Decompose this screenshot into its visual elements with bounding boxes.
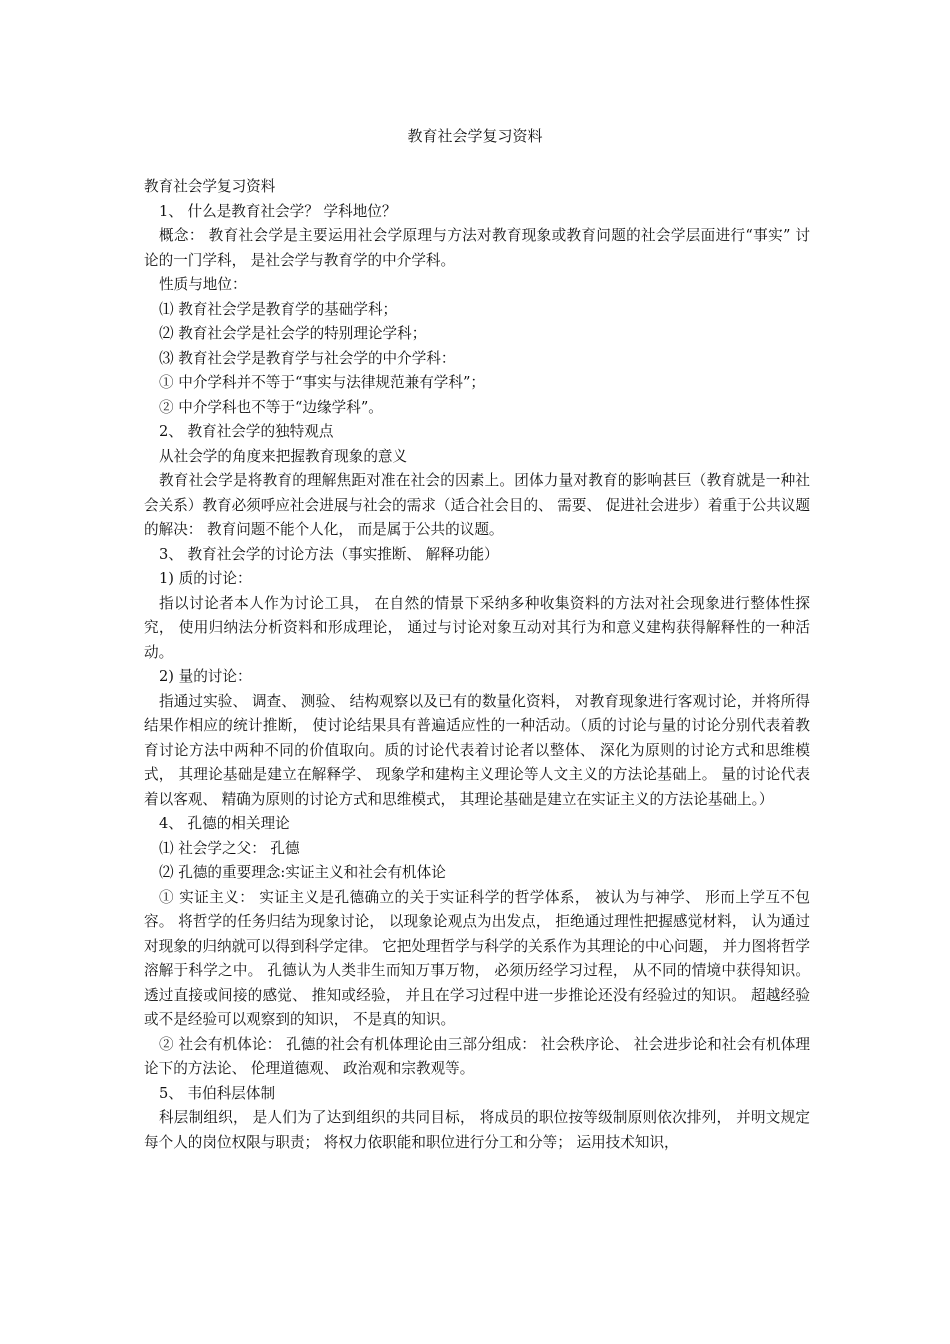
paragraph: ② 社会有机体论： 孔德的社会有机体理论由三部分组成： 社会秩序论、 社会进步论和社会有机体理论下的方法论、 伦理道德观、 政治观和宗教观等。 [144,1035,810,1077]
paragraph: ⑴ 社会学之父： 孔德 [159,839,300,857]
paragraph: 1、 什么是教育社会学？ 学科地位？ [159,202,397,220]
paragraph: 2、 教育社会学的独特观点 [159,423,334,440]
paragraph: 科层制组织， 是人们为了达到组织的共同目标， 将成员的职位按等级制原则依次排列， 并明文规定每个人的岗位权限与职责； 将权力依职能和职位进行分工和分等； 运用技术知识， [144,1109,810,1151]
paragraph: 概念： 教育社会学是主要运用社会学原理与方法对教育现象或教育问题的社会学层面进行“事实” 讨论的一门学科， 是社会学与教育学的中介学科。 [144,227,810,269]
page-title: 教育社会学复习资料 [407,127,543,145]
paragraph: 3、 教育社会学的讨论方法（事实推断、 解释功能） [159,545,499,563]
paragraph: 教育社会学复习资料 [144,178,276,195]
paragraph: ① 中介学科并不等于“事实与法律规范兼有学科”； [159,374,486,391]
paragraph: ② 中介学科也不等于“边缘学科”。 [159,398,383,416]
paragraph: ⑵ 教育社会学是社会学的特别理论学科； [159,325,427,342]
paragraph: ⑵ 孔德的重要理念:实证主义和社会有机体论 [159,864,446,881]
document-body [144,175,810,1155]
paragraph: 1) 质的讨论： [159,570,252,587]
paragraph: 教育社会学是将教育的理解焦距对准在社会的因素上。团体力量对教育的影响甚巨（教育就是一种社会关系）教育必须呼应社会进展与社会的需求（适合社会目的、 需要、 促进社会进步）着重于公共议题的解决： 教育问题不能个人化， 而是属于公共的议题。 [144,472,811,538]
paragraph: 指以讨论者本人作为讨论工具， 在自然的情景下采纳多种收集资料的方法对社会现象进行整体性探究， 使用归纳法分析资料和形成理论， 通过与讨论对象互动对其行为和意义建构获得解释性的一种活动。 [144,594,810,661]
paragraph: 指通过实验、 调查、 测验、 结构观察以及已有的数量化资料， 对教育现象进行客观讨论，并将所得结果作相应的统计推断， 使讨论结果具有普遍适应性的一种活动。（质的讨论与量的讨论分别代表着教育讨论方法中两种不同的价值取向。质的讨论代表着讨论者以整体、 深化为原则的讨论方式和思维模式， 其理论基础是建立在解释学、 现象学和建构主义理论等人文主义的方法论基础上。 量的讨论代表着以客观、 精确为原则的讨论方式和思维模式， 其理论基础是建立在实证主义的方法论基础上。） [144,692,810,808]
paragraph: 4、 孔德的相关理论 [159,815,290,832]
paragraph: 性质与地位： [159,276,247,293]
paragraph: ⑴ 教育社会学是教育学的基础学科； [159,300,398,318]
paragraph: ⑶ 教育社会学是教育学与社会学的中介学科： [159,349,456,367]
paragraph: ① 实证主义： 实证主义是孔德确立的关于实证科学的哲学体系， 被认为与神学、 形而上学互不包容。 将哲学的任务归结为现象讨论， 以现象论观点为出发点， 拒绝通过理性把握感觉材料， 认为通过对现象的归纳就可以得到科学定律。 它把处理哲学与科学的关系作为其理论的中心问题， 并力图将哲学溶解于科学之中。 孔德认为人类非生而知万事万物， 必须历经学习过程， 从不同的情境中获得知识。 透过直接或间接的感觉、 推知或经验， 并且在学习过程中进一步推论还没有经验过的知识。 超越经验或不是经验可以观察到的知识， 不是真的知识。 [144,888,811,1028]
paragraph: 2) 量的讨论： [159,668,252,685]
paragraph: 5、 韦伯科层体制 [159,1084,276,1102]
paragraph: 从社会学的角度来把握教育现象的意义 [159,447,408,465]
